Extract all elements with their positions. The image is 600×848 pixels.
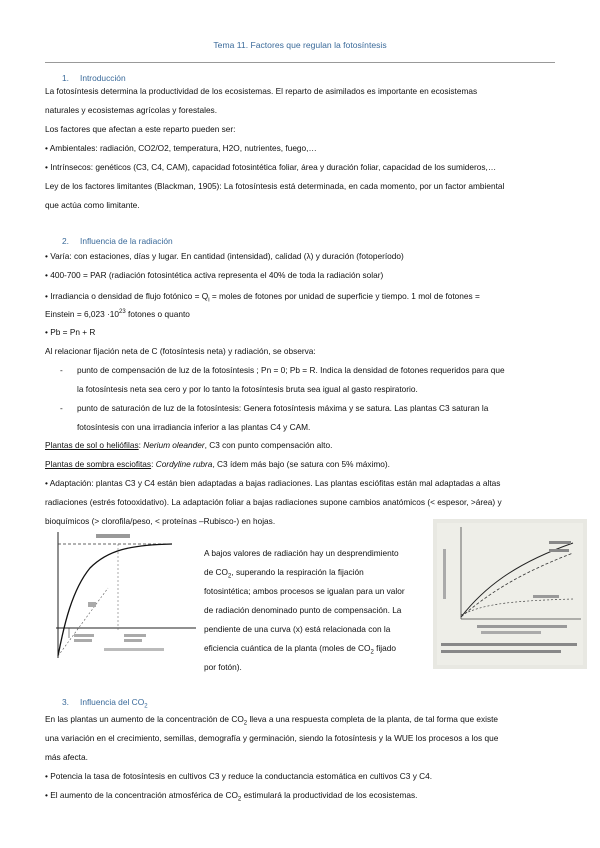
light-response-curve-figure [50,530,200,662]
bullet-item: • El aumento de la concentración atmosférica de $CO_2$ estimulará la productividad de los ecosistemas. [45,790,418,803]
list-item: punto de compensación de luz de la fotosíntesis ; Pn = 0; Pb = R. Indica la densidad de fotones requeridos para que [77,365,505,375]
bullet-item: • Intrínsecos: genéticos (C3, C4, CAM), capacidad fotosintética foliar, área y duración foliar, capacidad de los sumideros,… [45,162,497,172]
paragraph-line: Plantas de sol o heliófilas: Nerium oleander, C3 con punto compensación alto. [45,440,333,450]
title-divider [45,62,555,63]
bullet-item: • 400-700 = PAR (radiación fotosintética activa representa el 40% de toda la radiación solar) [45,270,384,280]
bullet-item: • Varía: con estaciones, días y lugar. En cantidad (intensidad), calidad (λ) y duración (fotoperíodo) [45,251,404,261]
paragraph-line: Los factores que afectan a este reparto pueden ser: [45,124,236,134]
paragraph-line: naturales y ecosistemas agrícolas y forestales. [45,105,218,115]
figure-caption-line: pendiente de una curva (x) está relacionada con la [204,624,391,634]
paragraph-line: radiaciones (estrés fotooxidativo). La adaptación foliar a bajas radiaciones supone cambios anatómicos (< espesor, >área) y [45,497,502,507]
bullet-item: • Ambientales: radiación, CO2/O2, temperatura, H2O, nutrientes, fuego,… [45,143,317,153]
figure-caption-line: fotosintética; ambos procesos se igualan para un valor [204,586,405,596]
bullet-item: • Pb = Pn + R [45,327,96,337]
paragraph-line: una variación en el crecimiento, semillas, demografía y germinación, siendo la fotosíntesis y la WUE los procesos a los que [45,733,499,743]
section-heading-co2: 3. Influencia del $CO_2$ [62,697,148,710]
co2-response-figure [433,519,587,669]
figure-caption-line: de $CO_2$, superando la respiración la fijación [204,567,364,580]
paragraph-line: Einstein = $6,023 \cdot 10^{23}$ fotones o quanto [45,309,190,319]
bullet-item: • Irradiancia o densidad de flujo fotónico = $Q_i$ = moles de fotones por unidad de superficie y tiempo. 1 mol de fotones = [45,291,480,304]
paragraph-line: más afecta. [45,752,88,762]
paragraph-line: Plantas de sombra esciofitas: Cordyline rubra, C3 ídem más bajo (se satura con 5% máximo). [45,459,390,469]
paragraph-line: La fotosíntesis determina la productividad de los ecosistemas. El reparto de asimilados es importante en ecosistemas [45,86,478,96]
dash-marker: - [60,365,63,375]
figure-caption-line: eficiencia cuántica de la planta (moles de $CO_2$ fijado [204,643,396,656]
figure-caption-line: por fotón). [204,662,242,672]
list-item-continuation: fotosíntesis con una irradiancia inferior a las plantas C4 y CAM. [77,422,311,432]
paragraph-line: que actúa como limitante. [45,200,140,210]
list-item-continuation: la fotosíntesis neta sea cero y por lo tanto la fotosíntesis bruta sea igual al gasto respiratorio. [77,384,418,394]
figure-caption-line: de radiación denominado punto de compensación. La [204,605,402,615]
figure-caption-line: A bajos valores de radiación hay un desprendimiento [204,548,399,558]
list-item: punto de saturación de luz de la fotosíntesis: Genera fotosíntesis máxima y se satura. Las plantas C3 saturan la [77,403,489,413]
section-heading-radiacion: 2. Influencia de la radiación [62,236,173,246]
paragraph-line: bioquímicos (> clorofila/peso, < proteínas –Rubisco-) en hojas. [45,516,276,526]
bullet-item: • Potencia la tasa de fotosíntesis en cultivos C3 y reduce la conductancia estomática en cultivos C3 y C4. [45,771,433,781]
document-title: Tema 11. Factores que regulan la fotosíntesis [213,40,387,50]
paragraph-line: Al relacionar fijación neta de C (fotosíntesis neta) y radiación, se observa: [45,346,316,356]
section-heading-introduccion: 1. Introducción [62,73,126,83]
dash-marker: - [60,403,63,413]
paragraph-line: En las plantas un aumento de la concentración de $CO_2$ lleva a una respuesta completa de la planta, de tal forma que existe [45,714,499,727]
paragraph-line: Ley de los factores limitantes (Blackman, 1905): La fotosíntesis está determinada, en cada momento, por un factor ambiental [45,181,505,191]
bullet-item: • Adaptación: plantas C3 y C4 están bien adaptadas a bajas radiaciones. Las plantas esciófitas están mal adaptadas a altas [45,478,501,488]
